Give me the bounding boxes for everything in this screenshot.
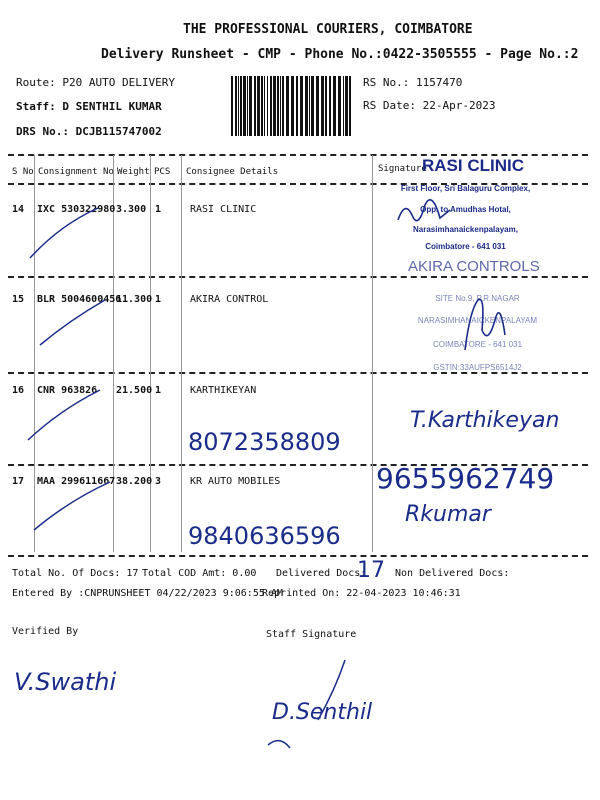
signature-rkumar: Rkumar <box>405 502 491 527</box>
stamp-rasi-line: Coimbatore - 641 031 <box>425 242 506 251</box>
row-consignment: IXC 530322980 <box>37 204 116 215</box>
staff-signature: D.Senthil <box>272 700 373 725</box>
row-sno: 17 <box>12 476 25 487</box>
row-weight: 38.200 <box>116 476 153 487</box>
header-signature: Signature <box>378 164 427 174</box>
row-pcs: 1 <box>155 204 162 215</box>
signature-karthikeyan: T.Karthikeyan <box>410 408 560 433</box>
rs-number: RS No.: 1157470 <box>363 76 463 89</box>
delivered-count: 17 <box>357 558 385 583</box>
route-label: Route: P20 AUTO DELIVERY <box>16 76 175 89</box>
delivered-label: Delivered Docs: <box>276 568 367 579</box>
row-sno: 16 <box>12 385 25 396</box>
verified-signature: V.Swathi <box>14 668 117 696</box>
stamp-akira-line: SITE No.9, P.R.NAGAR <box>435 294 520 303</box>
header-pcs: PCS <box>154 167 171 177</box>
header-weight: Weight <box>117 167 150 177</box>
row-pcs: 3 <box>155 476 162 487</box>
drs-number: DRS No.: DCJB115747002 <box>16 125 162 138</box>
total-cod: Total COD Amt: 0.00 <box>142 568 257 579</box>
row-pcs: 1 <box>155 294 162 305</box>
stamp-akira-line: GSTIN:33AUFPS6514J2 <box>433 363 522 372</box>
row-sno: 14 <box>12 204 25 215</box>
row-pcs: 1 <box>155 385 162 396</box>
row-weight: 3.300 <box>116 204 147 215</box>
stamp-rasi-name: RASI CLINIC <box>422 156 524 175</box>
stamp-rasi-line: First Floor, Sri Balaguru Complex, <box>400 184 531 193</box>
company-title: THE PROFESSIONAL COURIERS, COIMBATORE <box>183 22 473 37</box>
handwritten-phone: 9655962749 <box>376 462 555 495</box>
header-consignee: Consignee Details <box>186 167 279 177</box>
stamp-akira-line: NARASIMHANAICKENPALAYAM <box>417 316 538 325</box>
total-docs: Total No. Of Docs: 17 <box>12 568 139 579</box>
row-weight: 21.500 <box>116 385 153 396</box>
entered-by: Entered By :CNPRUNSHEET 04/22/2023 9:06:55 AM <box>12 588 283 599</box>
stamp-rasi-line: Opp. to Amudhas Hotal, <box>420 205 511 214</box>
row-consignee: KARTHIKEYAN <box>190 385 257 396</box>
stamp-akira-line: COIMBATORE - 641 031 <box>432 340 523 349</box>
header-sno: S No <box>12 167 34 177</box>
verified-by-label: Verified By <box>12 626 79 637</box>
reprinted-on: Reprinted On: 22-04-2023 10:46:31 <box>262 588 461 599</box>
stamp-akira-name: AKIRA CONTROLS <box>408 258 540 275</box>
row-consignment: MAA 299611667 <box>37 476 116 487</box>
handwritten-phone: 8072358809 <box>188 428 341 456</box>
row-consignment: BLR 5004600456 <box>37 294 122 305</box>
rs-date: RS Date: 22-Apr-2023 <box>363 99 496 112</box>
staff-label: Staff: D SENTHIL KUMAR <box>16 100 162 113</box>
runsheet-subtitle: Delivery Runsheet - CMP - Phone No.:0422-3505555 - Page No.:2 <box>101 47 579 62</box>
stamp-rasi-line: Narasimhanaickenpalayam, <box>413 225 518 234</box>
handwritten-phone: 9840636596 <box>188 522 341 550</box>
staff-signature-label: Staff Signature <box>266 629 357 640</box>
row-consignee: AKIRA CONTROL <box>190 294 269 305</box>
row-sno: 15 <box>12 294 25 305</box>
row-weight: 11.300 <box>116 294 153 305</box>
non-delivered-label: Non Delivered Docs: <box>395 568 510 579</box>
row-consignee: RASI CLINIC <box>190 204 257 215</box>
row-consignment: CNR 963826 <box>37 385 98 396</box>
header-consignment: Consignment No <box>38 167 114 177</box>
row-consignee: KR AUTO MOBILES <box>190 476 281 487</box>
